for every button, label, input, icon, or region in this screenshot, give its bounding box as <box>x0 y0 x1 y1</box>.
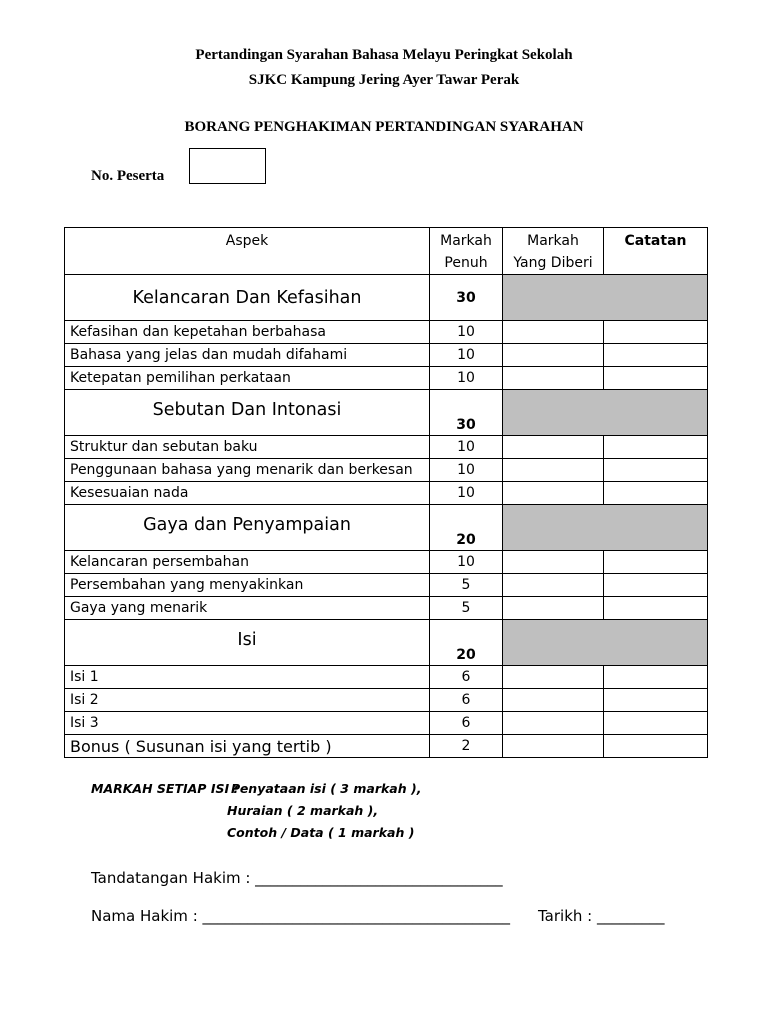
catatan-cell[interactable] <box>604 367 708 390</box>
header-markah-penuh: Markah Penuh <box>430 228 503 275</box>
peserta-label: No. Peserta <box>91 168 165 184</box>
criterion-full-mark: 10 <box>430 551 503 574</box>
criterion-label: Gaya yang menarik <box>65 597 430 620</box>
table-row <box>65 551 708 574</box>
catatan-cell[interactable] <box>604 574 708 597</box>
mark-given-cell[interactable] <box>503 597 604 620</box>
shaded-cell <box>503 620 708 666</box>
criterion-full-mark: 10 <box>430 436 503 459</box>
criterion-label: Kelancaran persembahan <box>65 551 430 574</box>
criterion-label: Bahasa yang jelas dan mudah difahami <box>65 344 430 367</box>
mark-given-cell[interactable] <box>503 689 604 712</box>
section-full-mark: 30 <box>430 390 503 436</box>
peserta-number-box[interactable] <box>189 148 266 184</box>
mark-given-cell[interactable] <box>503 712 604 735</box>
catatan-cell[interactable] <box>604 735 708 758</box>
header-line-1: Pertandingan Syarahan Bahasa Melayu Peringkat Sekolah <box>195 47 573 63</box>
section-title: Kelancaran Dan Kefasihan <box>65 275 430 321</box>
table-row <box>65 482 708 505</box>
catatan-cell[interactable] <box>604 436 708 459</box>
section-row <box>65 505 708 551</box>
mark-given-cell[interactable] <box>503 344 604 367</box>
criterion-label: Bonus ( Susunan isi yang tertib ) <box>65 735 430 758</box>
header-aspek: Aspek <box>65 228 430 275</box>
table-row <box>65 321 708 344</box>
table-row <box>65 367 708 390</box>
mark-given-cell[interactable] <box>503 666 604 689</box>
criterion-label: Penggunaan bahasa yang menarik dan berkesan <box>65 459 430 482</box>
table-row <box>65 689 708 712</box>
table-row <box>65 666 708 689</box>
catatan-cell[interactable] <box>604 321 708 344</box>
criterion-label: Kefasihan dan kepetahan berbahasa <box>65 321 430 344</box>
header-line-2: SJKC Kampung Jering Ayer Tawar Perak <box>248 72 520 88</box>
tarikh-line: Tarikh : _________ <box>538 907 665 925</box>
mark-given-cell[interactable] <box>503 367 604 390</box>
table-row <box>65 597 708 620</box>
section-title: Gaya dan Penyampaian <box>65 505 430 551</box>
mark-given-cell[interactable] <box>503 459 604 482</box>
section-row <box>65 275 708 321</box>
table-row <box>65 712 708 735</box>
catatan-cell[interactable] <box>604 551 708 574</box>
hakim-name-line: Nama Hakim : _________________________________________ <box>91 907 511 925</box>
criterion-full-mark: 10 <box>430 344 503 367</box>
table-row <box>65 436 708 459</box>
section-full-mark: 20 <box>430 505 503 551</box>
table-row <box>65 574 708 597</box>
criterion-full-mark: 6 <box>430 689 503 712</box>
mark-given-cell[interactable] <box>503 735 604 758</box>
header-catatan: Catatan <box>604 228 708 275</box>
criterion-full-mark: 6 <box>430 666 503 689</box>
criterion-full-mark: 5 <box>430 597 503 620</box>
section-row <box>65 390 708 436</box>
table-row <box>65 459 708 482</box>
notes-line-1: Penyataan isi ( 3 markah ), <box>231 781 422 796</box>
criterion-label: Kesesuaian nada <box>65 482 430 505</box>
section-full-mark: 20 <box>430 620 503 666</box>
catatan-cell[interactable] <box>604 344 708 367</box>
catatan-cell[interactable] <box>604 482 708 505</box>
catatan-cell[interactable] <box>604 597 708 620</box>
section-row <box>65 620 708 666</box>
criterion-full-mark: 6 <box>430 712 503 735</box>
catatan-cell[interactable] <box>604 689 708 712</box>
notes-line-3: Contoh / Data ( 1 markah ) <box>227 825 415 840</box>
criterion-label: Isi 1 <box>65 666 430 689</box>
hakim-signature-line: Tandatangan Hakim : _________________________________ <box>91 869 503 887</box>
mark-given-cell[interactable] <box>503 436 604 459</box>
mark-given-cell[interactable] <box>503 574 604 597</box>
notes-line-2: Huraian ( 2 markah ), <box>227 803 379 818</box>
table-header-row <box>65 228 708 275</box>
criterion-label: Struktur dan sebutan baku <box>65 436 430 459</box>
criterion-full-mark: 10 <box>430 459 503 482</box>
notes-label: MARKAH SETIAP ISI : <box>91 781 239 796</box>
judging-table <box>64 227 708 758</box>
table-row-bonus <box>65 735 708 758</box>
shaded-cell <box>503 505 708 551</box>
criterion-full-mark: 5 <box>430 574 503 597</box>
criterion-full-mark: 10 <box>430 482 503 505</box>
mark-given-cell[interactable] <box>503 482 604 505</box>
mark-given-cell[interactable] <box>503 321 604 344</box>
criterion-label: Persembahan yang menyakinkan <box>65 574 430 597</box>
section-title: Isi <box>65 620 430 666</box>
criterion-full-mark: 10 <box>430 367 503 390</box>
section-title: Sebutan Dan Intonasi <box>65 390 430 436</box>
catatan-cell[interactable] <box>604 666 708 689</box>
criterion-full-mark: 2 <box>430 735 503 758</box>
catatan-cell[interactable] <box>604 459 708 482</box>
shaded-cell <box>503 275 708 321</box>
section-full-mark: 30 <box>430 275 503 321</box>
criterion-label: Isi 2 <box>65 689 430 712</box>
header-markah-diberi: Markah Yang Diberi <box>503 228 604 275</box>
criterion-label: Isi 3 <box>65 712 430 735</box>
criterion-full-mark: 10 <box>430 321 503 344</box>
form-title: BORANG PENGHAKIMAN PERTANDINGAN SYARAHAN <box>184 119 584 135</box>
shaded-cell <box>503 390 708 436</box>
table-row <box>65 344 708 367</box>
criterion-label: Ketepatan pemilihan perkataan <box>65 367 430 390</box>
mark-given-cell[interactable] <box>503 551 604 574</box>
catatan-cell[interactable] <box>604 712 708 735</box>
